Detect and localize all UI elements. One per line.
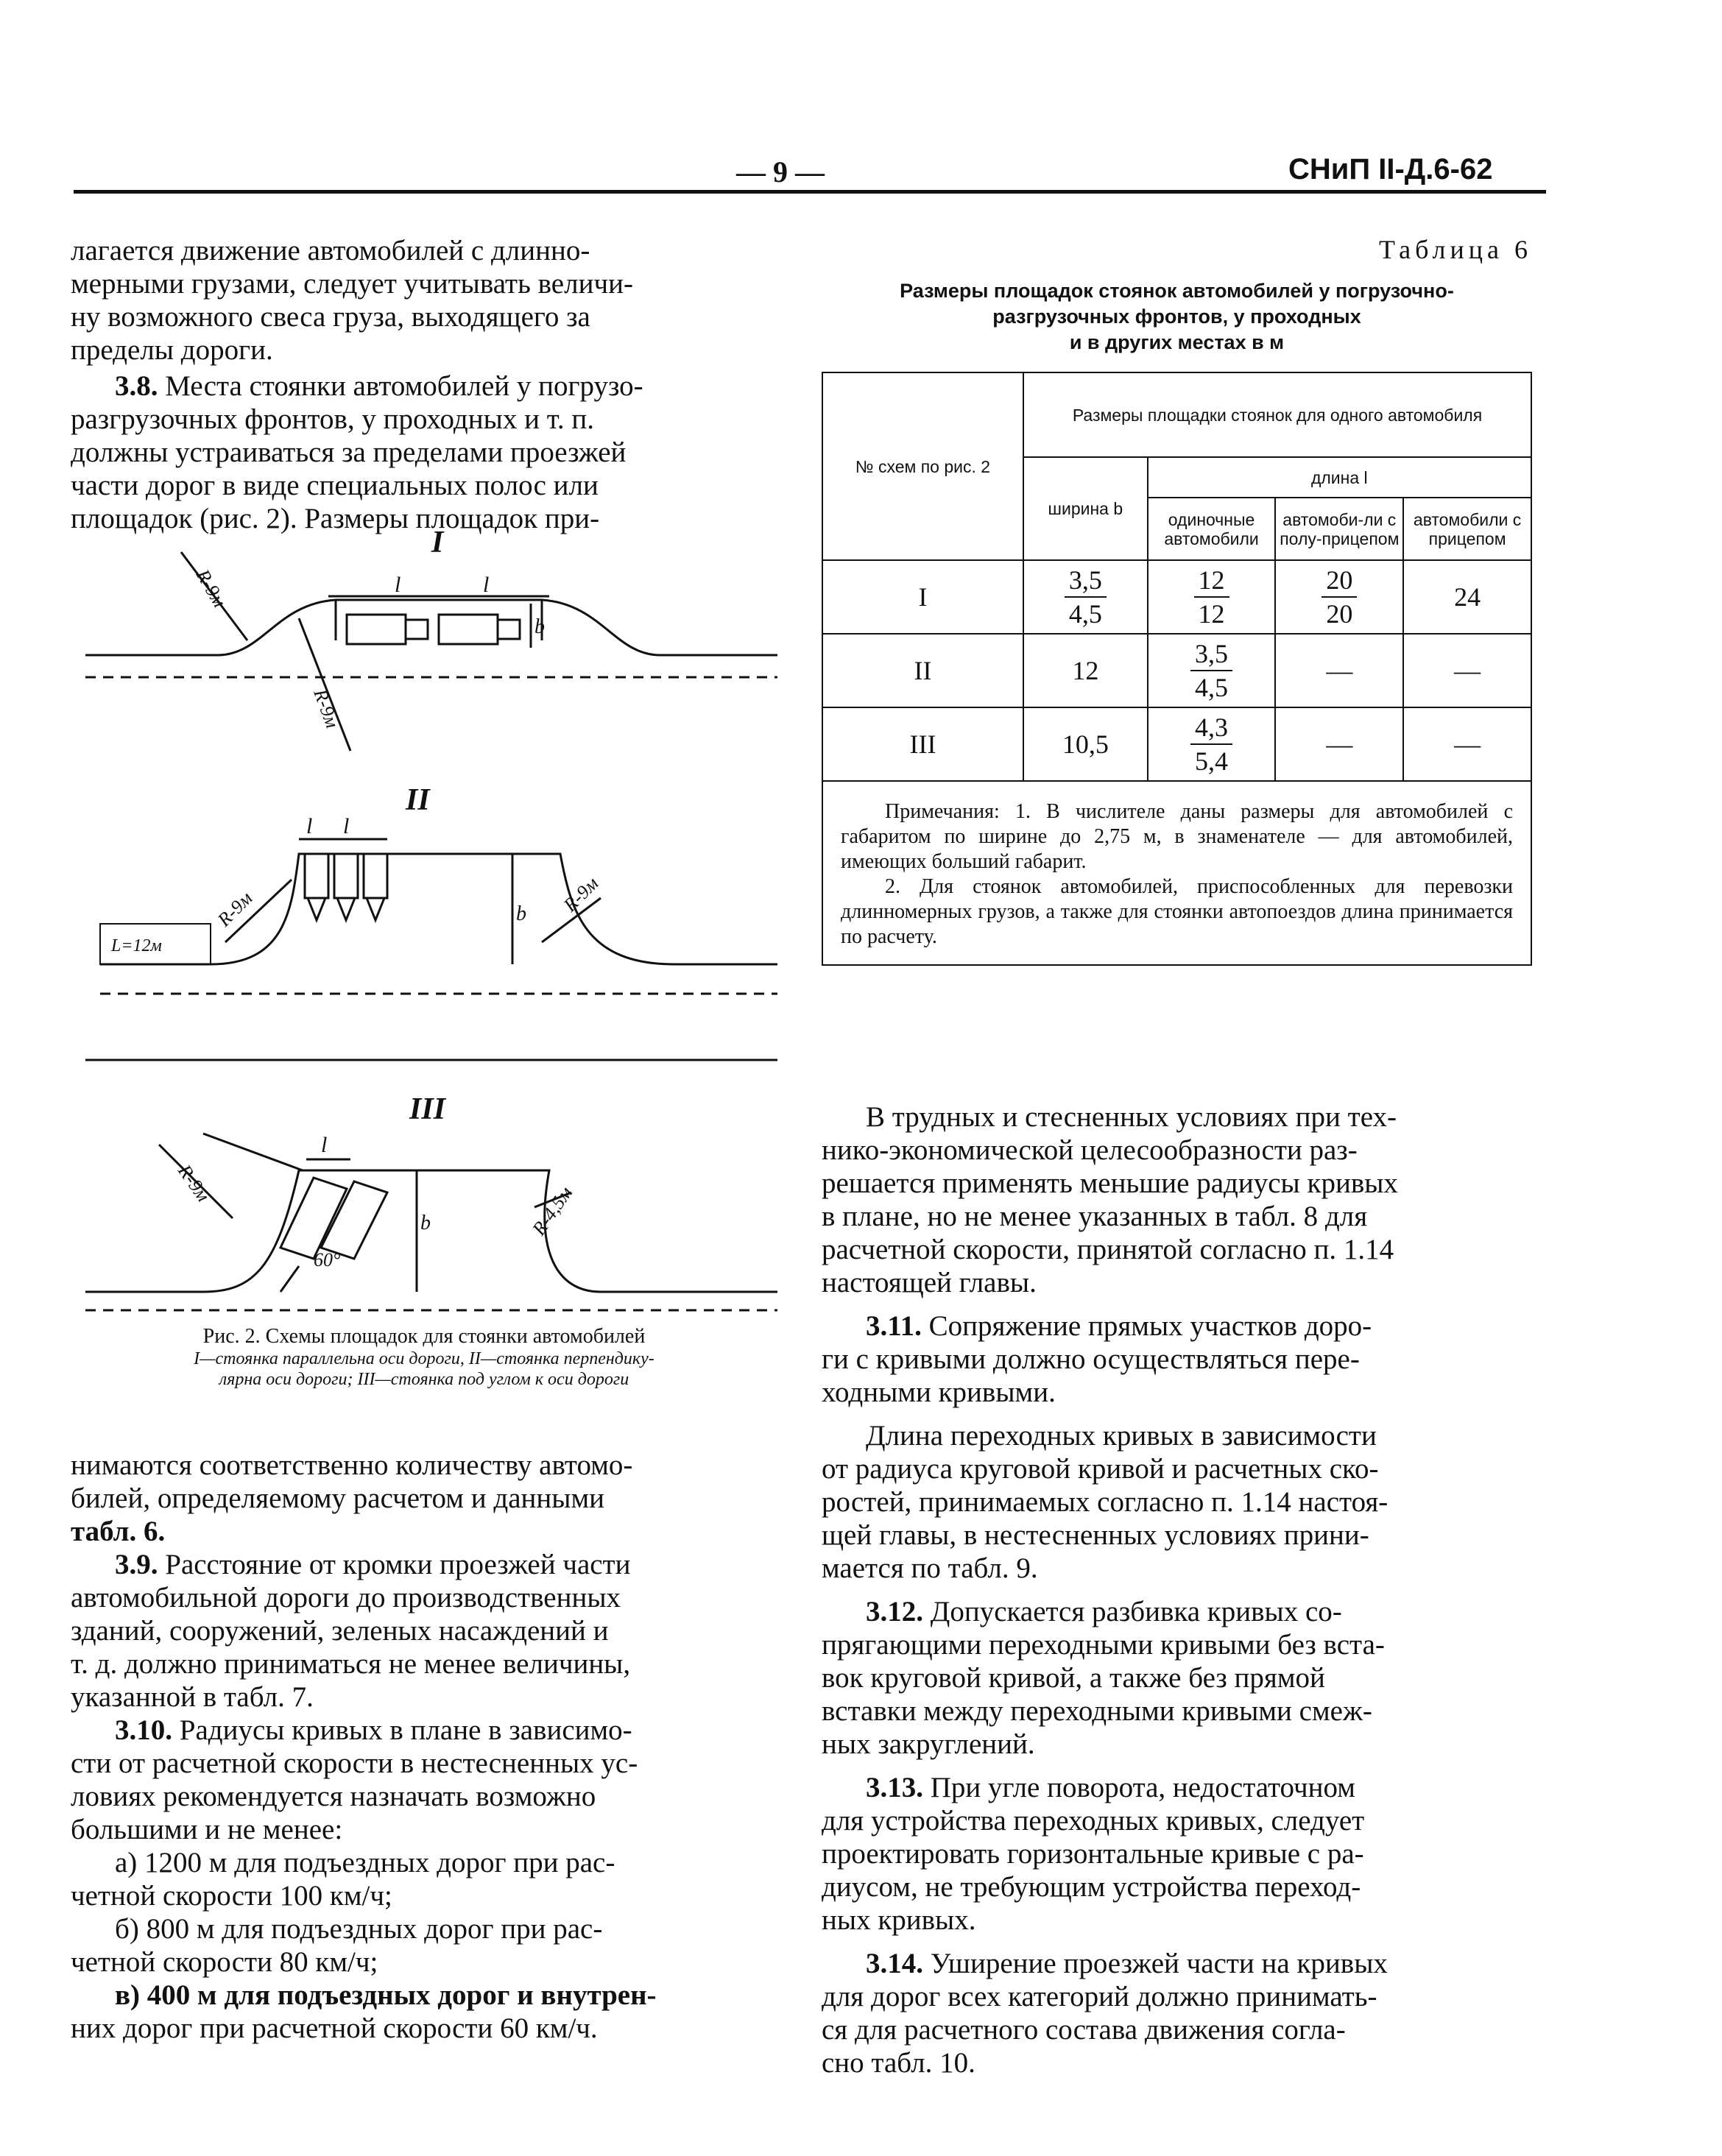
radius-label: R-9м (309, 686, 344, 731)
dim-l-label: l (483, 573, 490, 597)
scheme-III-label: III (409, 1092, 446, 1126)
radius-label: R-4,5м (528, 1182, 577, 1240)
fraction (1322, 564, 1357, 630)
text-line: указанной в табл. 7. (71, 1681, 314, 1713)
text-line: Длина переходных кривых в зависимости (866, 1420, 1377, 1452)
caption-line: разгрузочных фронтов, у проходных (992, 305, 1361, 328)
text-line: ся для расчетного состава движения согла- (822, 2014, 1346, 2046)
numerator: 3,5 (1190, 637, 1232, 671)
cell-trailer: 24 (1403, 560, 1531, 634)
cell-scheme: III (822, 707, 1023, 781)
header-trailer: автомобили с прицепом (1403, 498, 1531, 560)
header-single: одиночные автомобили (1148, 498, 1276, 560)
text-line: диусом, не требующим устройства переход- (822, 1871, 1361, 1903)
table-row (822, 560, 1531, 634)
header-rule (74, 190, 1546, 194)
cell-trailer: — (1403, 707, 1531, 781)
figure-caption: Рис. 2. Схемы площадок для стоянки автомобилей (202, 1325, 646, 1348)
table-notes-row (822, 781, 1531, 965)
text-line: зданий, сооружений, зеленых насаждений и (71, 1615, 609, 1647)
text-line: При угле поворота, недостаточном (923, 1772, 1355, 1803)
cell-scheme: I (822, 560, 1023, 634)
text-line: В трудных и стесненных условиях при тех- (866, 1101, 1397, 1133)
cell-width: 12 (1023, 634, 1148, 707)
list-item-c: в) 400 м для подъездных дорог и внутрен- (115, 1979, 657, 2011)
text-line: площадок (рис. 2). Размеры площадок при- (71, 503, 600, 534)
text-line: сно табл. 10. (822, 2047, 975, 2079)
header-scheme: № схем по рис. 2 (822, 372, 1023, 560)
cell-semitrailer: — (1275, 634, 1403, 707)
text-line: части дорог в виде специальных полос или (71, 470, 599, 501)
text-line: для дорог всех категорий должно принимать- (822, 1981, 1377, 2012)
table-6 (822, 372, 1532, 966)
text-line: т. д. должно приниматься не менее величины, (71, 1648, 631, 1680)
text-line: них дорог при расчетной скорости 60 км/ч. (71, 2012, 598, 2044)
text-line: ги с кривыми должно осуществляться пере- (822, 1343, 1360, 1375)
table-row (822, 634, 1531, 707)
text-line: Допускается разбивка кривых со- (923, 1596, 1342, 1627)
text-line: ходными кривыми. (822, 1376, 1056, 1408)
text-line: билей, определяемому расчетом и данными (71, 1482, 605, 1514)
text-line: ловиях рекомендуется назначать возможно (71, 1781, 596, 1812)
text-line: ну возможного свеса груза, выходящего за (71, 301, 590, 333)
cell-trailer: — (1403, 634, 1531, 707)
text-line: расчетной скорости, принятой согласно п. 1.14 (822, 1234, 1394, 1265)
page-number: — 9 — (736, 155, 825, 188)
text-line: Расстояние от кромки проезжей части (158, 1549, 631, 1580)
radius-label: R-9м (559, 872, 603, 916)
denominator: 5,4 (1195, 746, 1229, 776)
para-number: 3.11. (866, 1310, 922, 1342)
text-line: автомобильной дороги до производственных (71, 1582, 621, 1614)
denominator: 12 (1198, 599, 1225, 629)
para-number: 3.13. (866, 1772, 923, 1803)
text-line: Сопряжение прямых участков доро- (921, 1310, 1372, 1342)
text-line: ных закруглений. (822, 1728, 1035, 1760)
dim-l-label: l (343, 814, 350, 838)
numerator: 20 (1322, 564, 1357, 598)
list-item-b: б) 800 м для подъездных дорог при рас- (115, 1913, 603, 1945)
numerator: 4,3 (1190, 711, 1232, 745)
table-notes (841, 799, 1513, 950)
figure-legend-line: лярна оси дороги; III—стоянка под углом к оси дороги (219, 1370, 629, 1389)
note-1: Примечания: 1. В числителе даны размеры для автомобилей с габаритом по ширине до 2,75 м, в знаменателе — для автомобилей, имеющих больший габарит. (841, 800, 1513, 873)
header-width: ширина b (1023, 457, 1148, 560)
text-line: нимаются соответственно количеству автомо- (71, 1449, 633, 1481)
text-line: в плане, но не менее указанных в табл. 8 для (822, 1201, 1368, 1232)
left-text-top (71, 234, 777, 535)
fraction (1190, 711, 1232, 777)
document-code: СНиП II-Д.6-62 (1288, 153, 1493, 185)
para-3-8 (71, 370, 777, 535)
figure-parking-schemes (71, 530, 792, 1413)
text-line: сти от расчетной скорости в нестесненных ус- (71, 1747, 638, 1779)
para-continued (71, 234, 777, 367)
radius-label: R-9м (174, 1160, 214, 1206)
caption-line: Размеры площадок стоянок автомобилей у погрузочно- (900, 280, 1454, 302)
dim-l-label: l (306, 814, 313, 838)
text-line: от радиуса круговой кривой и расчетных ско- (822, 1453, 1379, 1485)
list-item-a: а) 1200 м для подъездных дорог при рас- (115, 1847, 615, 1878)
denominator: 4,5 (1068, 599, 1102, 629)
angle-label: 60° (314, 1249, 341, 1270)
cell-width: 10,5 (1023, 707, 1148, 781)
text-line: Места стоянки автомобилей у погрузо- (158, 370, 643, 402)
radius-label: R-9м (213, 887, 257, 931)
para-number: 3.8. (115, 370, 158, 402)
table-label: Таблица 6 (1379, 235, 1532, 264)
text-line: вставки между переходными кривыми смеж- (822, 1695, 1372, 1727)
dim-l-label: l (321, 1133, 328, 1157)
fraction (1190, 637, 1232, 704)
header-sizes: Размеры площадки стоянок для одного автомобиля (1023, 372, 1531, 457)
text-line: мается по табл. 9. (822, 1552, 1038, 1584)
text-line: ных кривых. (822, 1904, 976, 1936)
header-length: длина l (1148, 457, 1531, 498)
left-text-bottom (71, 1449, 777, 2045)
text-line: решается применять меньшие радиусы кривых (822, 1167, 1398, 1199)
scheme-II-label: II (406, 783, 430, 817)
para-number: 3.14. (866, 1948, 923, 1979)
text-line: нико-экономической целесообразности раз- (822, 1134, 1358, 1166)
header-semitrailer: автомоби-ли с полу-прицепом (1275, 498, 1403, 560)
figure-caption-block (71, 1325, 777, 1390)
table-reference: табл. 6. (71, 1516, 166, 1547)
text-line: четной скорости 80 км/ч; (71, 1946, 378, 1978)
fraction (1194, 564, 1229, 630)
numerator: 3,5 (1065, 564, 1107, 598)
numerator: 12 (1194, 564, 1229, 598)
dim-b-label: b (534, 615, 545, 638)
text-line: Уширение проезжей части на кривых (923, 1948, 1388, 1979)
denominator: 20 (1326, 599, 1353, 629)
text-line: должны устраиваться за пределами проезжей (71, 436, 627, 468)
fraction (1065, 564, 1107, 630)
para-number: 3.10. (115, 1714, 172, 1746)
text-line: ростей, принимаемых согласно п. 1.14 настоя- (822, 1486, 1388, 1518)
text-line: лагается движение автомобилей с длинно- (71, 235, 590, 266)
text-line: четной скорости 100 км/ч; (71, 1880, 392, 1912)
caption-line: и в других местах в м (1069, 331, 1285, 353)
table-caption (822, 278, 1532, 356)
text-line: Радиусы кривых в плане в зависимо- (172, 1714, 632, 1746)
text-line: мерными грузами, следует учитывать величи- (71, 268, 633, 300)
radius-label: R-9м (191, 565, 230, 611)
dim-b-label: b (516, 902, 526, 925)
text-line: разгрузочных фронтов, у проходных и т. п. (71, 403, 594, 435)
dim-b-label: b (420, 1212, 431, 1234)
text-line: большими и не менее: (71, 1814, 343, 1845)
text-line: настоящей главы. (822, 1267, 1037, 1298)
scheme-I-label: I (431, 530, 444, 559)
para-number: 3.12. (866, 1596, 923, 1627)
dim-l-label: l (395, 573, 401, 597)
length-label: L=12м (111, 936, 162, 955)
text-line: прягающими переходными кривыми без вста- (822, 1629, 1385, 1661)
denominator: 4,5 (1195, 673, 1229, 702)
cell-semitrailer: — (1275, 707, 1403, 781)
para-number: 3.9. (115, 1549, 158, 1580)
figure-legend-line: I—стоянка параллельна оси дороги, II—стоянка перпендику- (194, 1349, 654, 1368)
cell-scheme: II (822, 634, 1023, 707)
right-text (822, 1100, 1547, 2079)
text-line: вок круговой кривой, а также без прямой (822, 1662, 1325, 1694)
text-line: щей главы, в нестесненных условиях прини- (822, 1519, 1369, 1551)
text-line: проектировать горизонтальные кривые с ра- (822, 1838, 1364, 1870)
note-2: 2. Для стоянок автомобилей, приспособленных для перевозки длинномерных грузов, а также для стоянки автопоездов длина принимается по расчету. (841, 875, 1513, 948)
table-row (822, 707, 1531, 781)
text-line: для устройства переходных кривых, следует (822, 1805, 1365, 1837)
text-line: пределы дороги. (71, 334, 273, 366)
